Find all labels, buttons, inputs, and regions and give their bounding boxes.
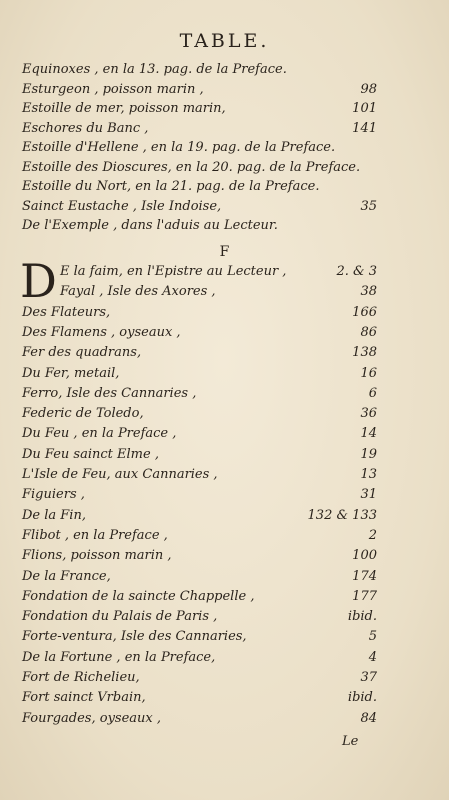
index-entry [22, 424, 377, 444]
entry-text: Estoille de mer, poisson marin, [22, 101, 226, 116]
index-entry [22, 323, 377, 343]
entry-page: 16 [360, 365, 377, 381]
index-entry [60, 282, 377, 302]
entry-text: De l'Exemple , dans l'aduis au Lecteur. [22, 218, 278, 233]
entry-page: 100 [352, 548, 377, 564]
index-entry [22, 648, 377, 668]
entry-text: Figuiers , [22, 487, 85, 503]
entry-page: 37 [360, 670, 377, 685]
entry-page: 101 [352, 101, 377, 116]
index-entry [22, 485, 377, 505]
section-letter: F [219, 244, 230, 260]
entry-text: Esturgeon , poisson marin , [22, 81, 204, 97]
index-entry [22, 177, 377, 197]
entry-page: 38 [360, 284, 377, 300]
entry-text: Du Feu sainct Elme , [22, 446, 159, 462]
drop-cap: D [20, 254, 57, 308]
entry-page: ibid. [347, 690, 377, 706]
index-entry [22, 587, 377, 607]
entry-page: 174 [352, 568, 377, 584]
entry-text: Flions, poisson marin , [22, 548, 172, 564]
index-entry [22, 158, 377, 178]
entry-page: 13 [360, 467, 377, 482]
index-entry [22, 80, 377, 100]
entry-text: Du Fer, metail, [22, 365, 120, 381]
index-entry [22, 119, 377, 139]
entry-text: Des Flateurs, [22, 304, 111, 320]
entry-text: Estoille d'Hellene , en la 19. pag. de la Preface. [22, 140, 336, 155]
index-entry [22, 506, 377, 526]
index-entry [22, 567, 377, 587]
entry-page: 177 [352, 588, 377, 604]
entry-text: Sainct Eustache , Isle Indoise, [22, 198, 222, 214]
index-entry [22, 668, 377, 688]
entry-text: Equinoxes , en la 13. pag. de la Preface. [22, 62, 287, 77]
index-entry [22, 709, 377, 729]
index-entry [22, 526, 377, 546]
entry-page: 84 [360, 710, 377, 726]
catchword: Le [342, 734, 359, 749]
entry-text: Fer des quadrans, [22, 345, 142, 361]
index-entry [22, 404, 377, 424]
entry-page: 2 [368, 527, 377, 543]
index-entry [22, 99, 377, 119]
entry-page: 6 [368, 385, 377, 401]
entry-text: Federic de Toledo, [22, 406, 144, 422]
index-entry [22, 688, 377, 708]
entry-text: Fort sainct Vrbain, [22, 690, 146, 706]
entry-text: De la France, [22, 568, 111, 584]
entry-text: Estoille des Dioscures, en la 20. pag. de la Preface. [22, 159, 361, 175]
page-title: TABLE. [179, 30, 270, 52]
entry-page: ibid. [347, 609, 377, 625]
index-entry [22, 138, 377, 158]
entry-text: Fondation de la saincte Chappelle , [22, 588, 255, 604]
index-entry [22, 197, 377, 217]
entry-text: Flibot , en la Preface , [22, 527, 168, 543]
entry-text: E la faim, en l'Epistre au Lecteur , [60, 264, 287, 279]
index-entry [22, 445, 377, 465]
entry-page: 132 & 133 [307, 507, 377, 523]
entry-page: 31 [360, 487, 377, 503]
entry-text: Fayal , Isle des Axores , [60, 284, 216, 300]
entry-text: Forte-ventura, Isle des Cannaries, [22, 629, 247, 645]
entry-page: 141 [352, 120, 377, 136]
entry-text: Fondation du Palais de Paris , [22, 609, 218, 625]
entry-text: De la Fortune , en la Preface, [22, 649, 216, 665]
index-entry [22, 607, 377, 627]
index-entry [22, 60, 377, 80]
entry-page: 138 [352, 345, 377, 361]
index-entry [22, 465, 377, 485]
entry-page: 86 [360, 324, 377, 340]
entry-page: 2. & 3 [336, 264, 377, 279]
entry-page: 166 [352, 304, 377, 320]
entry-text: Eschores du Banc , [22, 120, 149, 136]
index-entry [60, 262, 377, 282]
entry-page: 19 [360, 446, 377, 462]
entry-text: Des Flamens , oyseaux , [22, 324, 181, 340]
index-entry [22, 343, 377, 363]
index-entry [22, 546, 377, 566]
entry-page: 14 [360, 426, 377, 442]
entry-text: De la Fin, [22, 507, 86, 523]
index-entry [22, 364, 377, 384]
entry-text: Fort de Richelieu, [22, 670, 140, 685]
entry-page: 35 [360, 198, 377, 214]
entry-page: 5 [368, 629, 377, 645]
index-entry [22, 303, 377, 323]
index-entry [22, 627, 377, 647]
entry-page: 36 [360, 406, 377, 422]
entry-page: 98 [360, 81, 377, 97]
entry-text: Du Feu , en la Preface , [22, 426, 177, 442]
entry-page: 4 [368, 649, 377, 665]
entry-text: Estoille du Nort, en la 21. pag. de la Preface. [22, 179, 320, 194]
index-entry [22, 216, 377, 236]
entry-text: Ferro, Isle des Cannaries , [22, 385, 197, 401]
index-entry [22, 384, 377, 404]
entry-text: Fourgades, oyseaux , [22, 710, 162, 726]
entry-text: L'Isle de Feu, aux Cannaries , [22, 467, 218, 482]
